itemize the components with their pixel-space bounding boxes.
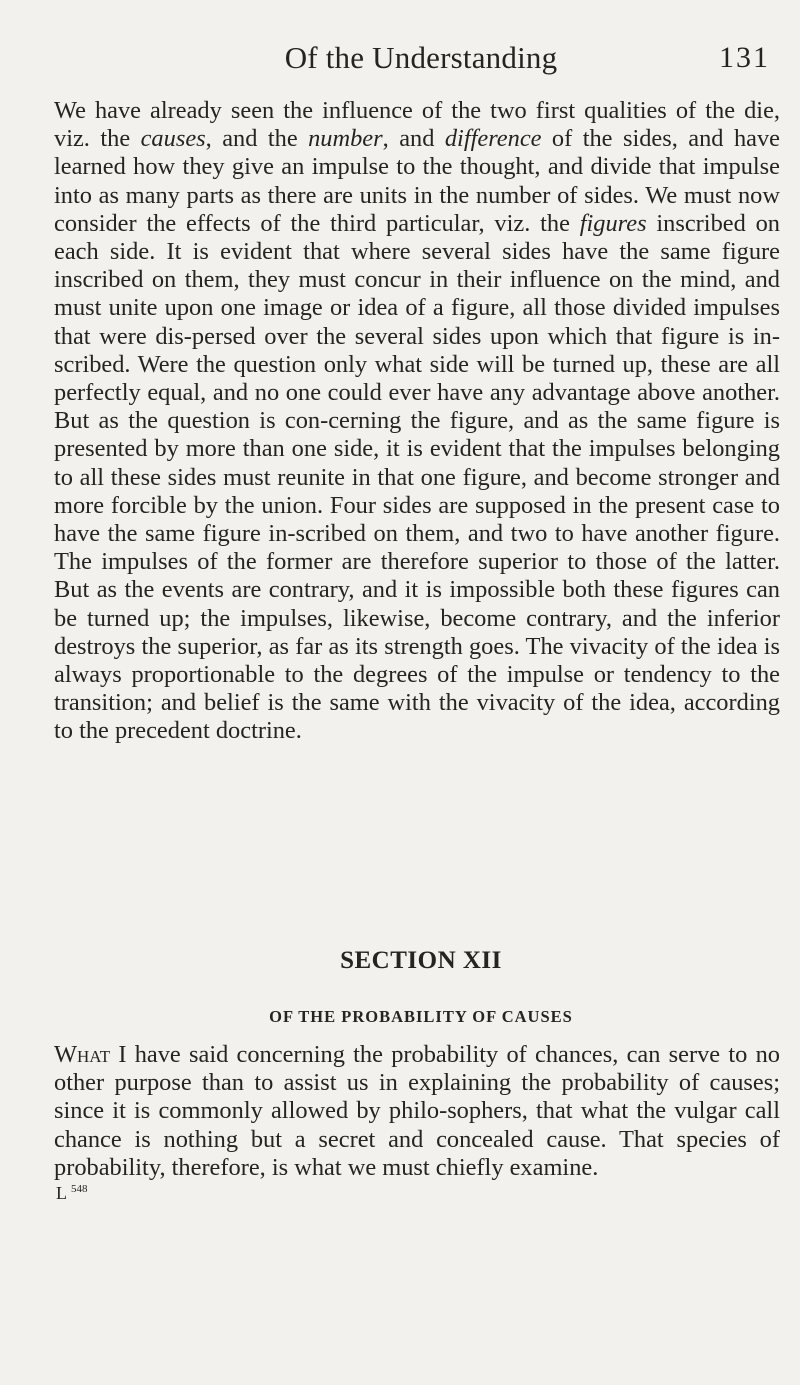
italic-term: causes (140, 125, 206, 153)
text-run: , and (382, 125, 445, 153)
signature-letter: L (56, 1183, 67, 1203)
italic-term: figures (579, 209, 647, 237)
text-run: We have already seen the influence of the two first qualities of the die, viz. the (54, 97, 780, 153)
italic-term: number (308, 125, 383, 153)
paragraph-2-text: I have said concerning the probability of chances, can serve to no other purpose than to assist us in explaining the probability of causes; since it is commonly allowed by philo-sophers, that what the vulgar call chance is nothing but a secret and concealed cause. That species of probability, therefore, is what we must chiefly examine. (54, 1041, 780, 1181)
lead-word: What (54, 1041, 111, 1068)
text-run: of the sides, and have learned how they give an impulse to the thought, and divide that impulse into as many parts as there are units in the number of sides. We must now consider the effects of the third particular, viz. the (54, 125, 780, 237)
running-head (58, 40, 784, 84)
text-run: inscribed on each side. It is evident that where several sides have the same figure inscribed on them, they must concur in their influence on the mind, and must unite upon one image or idea of a figure, all those divided impulses that were dis-persed over the several sides upon which that figure is in-scribed. Were the question only what side will be turned up, these are all perfectly equal, and no one could ever have any advantage above another. But as the question is con-cerning the figure, and as the same figure is presented by more than one side, it is evident that the impulses belonging to all these sides must reunite in that one figure, and become stronger and more forcible by the union. Four sides are supposed in the present case to have the same figure in-scribed on them, and two to have another figure. The impulses of the former are therefore superior to those of the latter. But as the events are contrary, and it is impossible both these figures can be turned up; the impulses, likewise, become contrary, and the inferior destroys the superior, as far as its strength goes. The vivacity of the idea is always proportionable to the degrees of the impulse or tendency to the transition; and belief is the same with the vivacity of the idea, according to the precedent doctrine. (54, 209, 780, 745)
page-number: 131 (719, 41, 770, 74)
body-paragraph-1 (54, 97, 780, 746)
signature-number: 548 (71, 1183, 88, 1195)
italic-term: difference (444, 125, 542, 153)
text-run: , and the (205, 125, 309, 153)
section-subheading: OF THE PROBABILITY OF CAUSES (269, 1007, 573, 1026)
printer-signature (56, 1183, 88, 1204)
body-paragraph-2 (54, 1041, 780, 1182)
section-heading: SECTION XII (340, 947, 502, 974)
running-title: Of the Understanding (284, 40, 558, 75)
